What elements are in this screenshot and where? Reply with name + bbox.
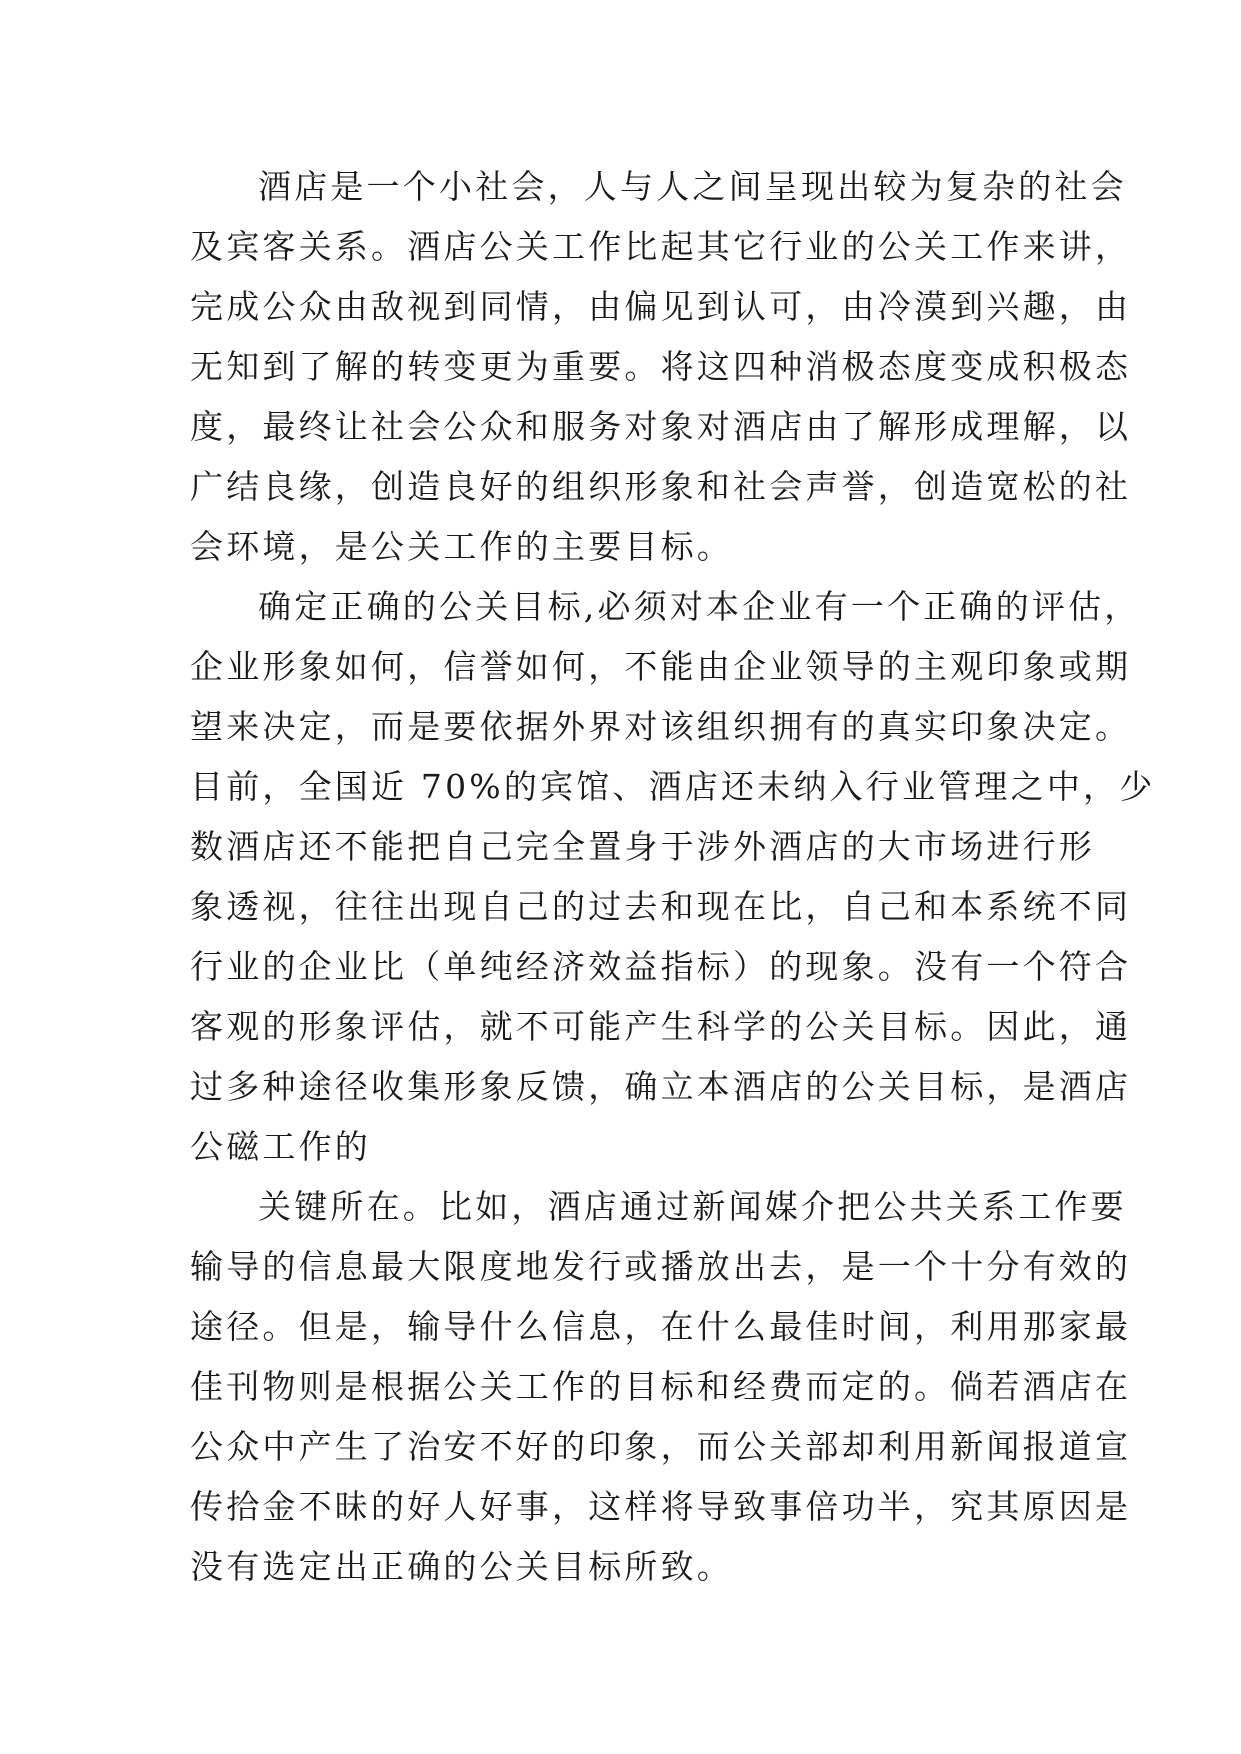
text-line: 望来决定，而是要依据外界对该组织拥有的真实印象决定。 <box>190 707 1132 746</box>
text-line: 目前，全国近 70%的宾馆、酒店还未纳入行业管理之中，少 <box>190 767 1156 806</box>
text-line: 象透视，往往出现自己的过去和现在比，自己和本系统不同 <box>190 887 1132 926</box>
text-line: 输导的信息最大限度地发行或播放出去，是一个十分有效的 <box>190 1247 1132 1286</box>
text-line: 无知到了解的转变更为重要。将这四种消极态度变成积极态 <box>190 347 1132 386</box>
text-line: 公众中产生了治安不好的印象，而公关部却利用新闻报道宣 <box>190 1427 1132 1466</box>
text-line: 企业形象如何，信誉如何，不能由企业领导的主观印象或期 <box>190 647 1132 686</box>
text-line: 公磁工作的 <box>190 1127 371 1166</box>
text-line: 酒店是一个小社会，人与人之间呈现出较为复杂的社会 <box>258 167 1127 206</box>
text-line: 确定正确的公关目标,必须对本企业有一个正确的评估， <box>258 587 1141 626</box>
text-line: 度，最终让社会公众和服务对象对酒店由了解形成理解，以 <box>190 407 1132 446</box>
text-line: 途径。但是，输导什么信息，在什么最佳时间，利用那家最 <box>190 1307 1132 1346</box>
text-line: 客观的形象评估，就不可能产生科学的公关目标。因此，通 <box>190 1007 1132 1046</box>
text-line: 关键所在。比如，酒店通过新闻媒介把公共关系工作要 <box>258 1187 1127 1226</box>
text-line: 佳刊物则是根据公关工作的目标和经费而定的。倘若酒店在 <box>190 1367 1132 1406</box>
text-line: 没有选定出正确的公关目标所致。 <box>190 1547 733 1586</box>
text-line: 会环境，是公关工作的主要目标。 <box>190 527 733 566</box>
text-line: 数酒店还不能把自己完全置身于涉外酒店的大市场进行形 <box>190 827 1095 866</box>
text-line: 完成公众由敌视到同情，由偏见到认可，由冷漠到兴趣，由 <box>190 287 1132 326</box>
text-line: 广结良缘，创造良好的组织形象和社会声誉，创造宽松的社 <box>190 467 1132 506</box>
text-line: 及宾客关系。酒店公关工作比起其它行业的公关工作来讲， <box>190 227 1132 266</box>
text-line: 传拾金不昧的好人好事，这样将导致事倍功半，究其原因是 <box>190 1487 1132 1526</box>
text-line: 行业的企业比（单纯经济效益指标）的现象。没有一个符合 <box>190 947 1132 986</box>
text-line: 过多种途径收集形象反馈，确立本酒店的公关目标，是酒店 <box>190 1067 1132 1106</box>
